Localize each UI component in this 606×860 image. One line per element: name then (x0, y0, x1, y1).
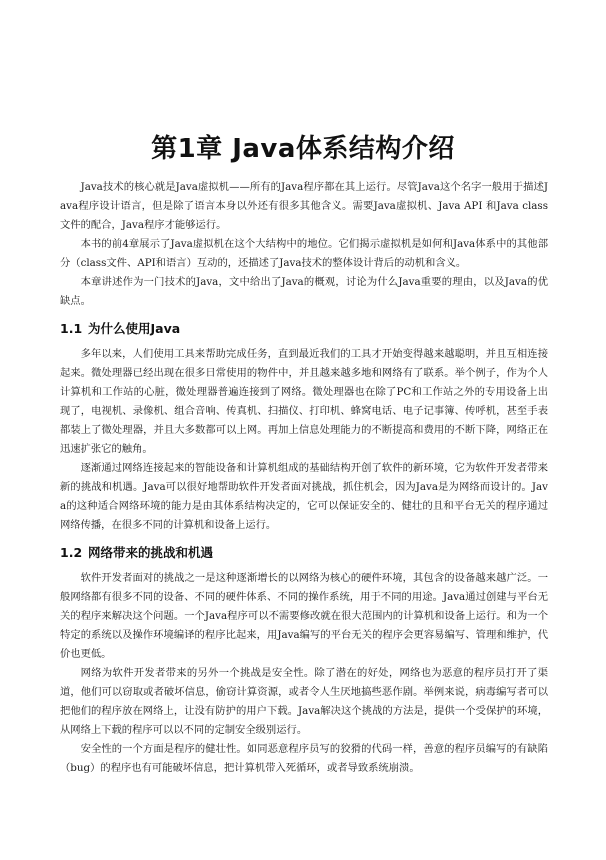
section-number: 1.2 (60, 545, 83, 560)
page-body (60, 178, 548, 778)
section-heading-1-2 (60, 543, 548, 563)
intro-paragraph: 本书的前4章展示了Java虚拟机在这个大结构中的地位。它们揭示虚拟机是如何和Java体系中的其他部分（class文件、API和语言）互动的，还描述了Java技术的整体设计背后的动机和含义。 (60, 238, 548, 269)
intro-paragraph: Java技术的核心就是Java虚拟机——所有的Java程序都在其上运行。尽管Java这个名字一般用于描述Java程序设计语言，但是除了语言本身以外还有很多其他含义。需要Java虚拟机、Java API 和Java class文件的配合，Java程序才能够运行。 (60, 181, 548, 231)
section-number: 1.1 (60, 321, 83, 336)
body-paragraph: 多年以来，人们使用工具来帮助完成任务，直到最近我们的工具才开始变得越来越聪明，并且互相连接起来。微处理器已经出现在很多日常使用的物件中，并且越来越多地和网络有了联系。举个例子，作为个人计算机和工作站的心脏，微处理器普遍连接到了网络。微处理器也在除了PC和工作站之外的专用设备上出现了，电视机、录像机、组合音响、传真机、扫描仪、打印机、蜂窝电话、电子记事簿、传呼机，甚至手表都装上了微处理器，并且大多数都可以上网。再加上信息处理能力的不断提高和费用的不断下降，网络正在迅速扩张它的触角。 (60, 348, 548, 455)
intro-paragraph: 本章讲述作为一门技术的Java，文中给出了Java的概观，讨论为什么Java重要的理由，以及Java的优缺点。 (60, 276, 548, 307)
body-paragraph: 逐渐通过网络连接起来的智能设备和计算机组成的基础结构开创了软件的新环境，它为软件开发者带来新的挑战和机遇。Java可以很好地帮助软件开发者面对挑战，抓住机会，因为Java是为网络而设计的。Java的这种适合网络环境的能力是由其体系结构决定的，它可以保证安全的、健壮的且和平台无关的程序通过网络传播，在很多不同的计算机和设备上运行。 (60, 462, 548, 531)
chapter-title: 第1章 Java体系结构介绍 (151, 134, 455, 164)
body-paragraph: 软件开发者面对的挑战之一是这种逐渐增长的以网络为核心的硬件环境，其包含的设备越来越广泛。一般网络都有很多不同的设备、不同的硬件体系、不同的操作系统，用于不同的用途。Java通过创建与平台无关的程序来解决这个问题。一个Java程序可以不需要修改就在很大范围内的计算机和设备上运行。和为一个特定的系统以及操作环境编译的程序比起来，用Java编写的平台无关的程序会更容易编写、管理和维护，代价也更低。 (60, 572, 548, 660)
section-title: 为什么使用Java (88, 321, 181, 336)
section-title: 网络带来的挑战和机遇 (88, 545, 214, 560)
body-paragraph: 安全性的一个方面是程序的健壮性。如同恶意程序员写的狡猾的代码一样，善意的程序员编写的有缺陷（bug）的程序也有可能破坏信息，把计算机带入死循环，或者导致系统崩溃。 (60, 743, 548, 774)
section-heading-1-1 (60, 319, 548, 339)
body-paragraph: 网络为软件开发者带来的另外一个挑战是安全性。除了潜在的好处，网络也为恶意的程序员打开了渠道，他们可以窃取或者破坏信息，偷窃计算资源，或者令人生厌地搞些恶作剧。举例来说，病毒编写者可以把他们的程序放在网络上，让没有防护的用户下载。Java解决这个挑战的方法是，提供一个受保护的环境，从网络上下载的程序可以以不同的定制安全级别运行。 (60, 667, 548, 736)
